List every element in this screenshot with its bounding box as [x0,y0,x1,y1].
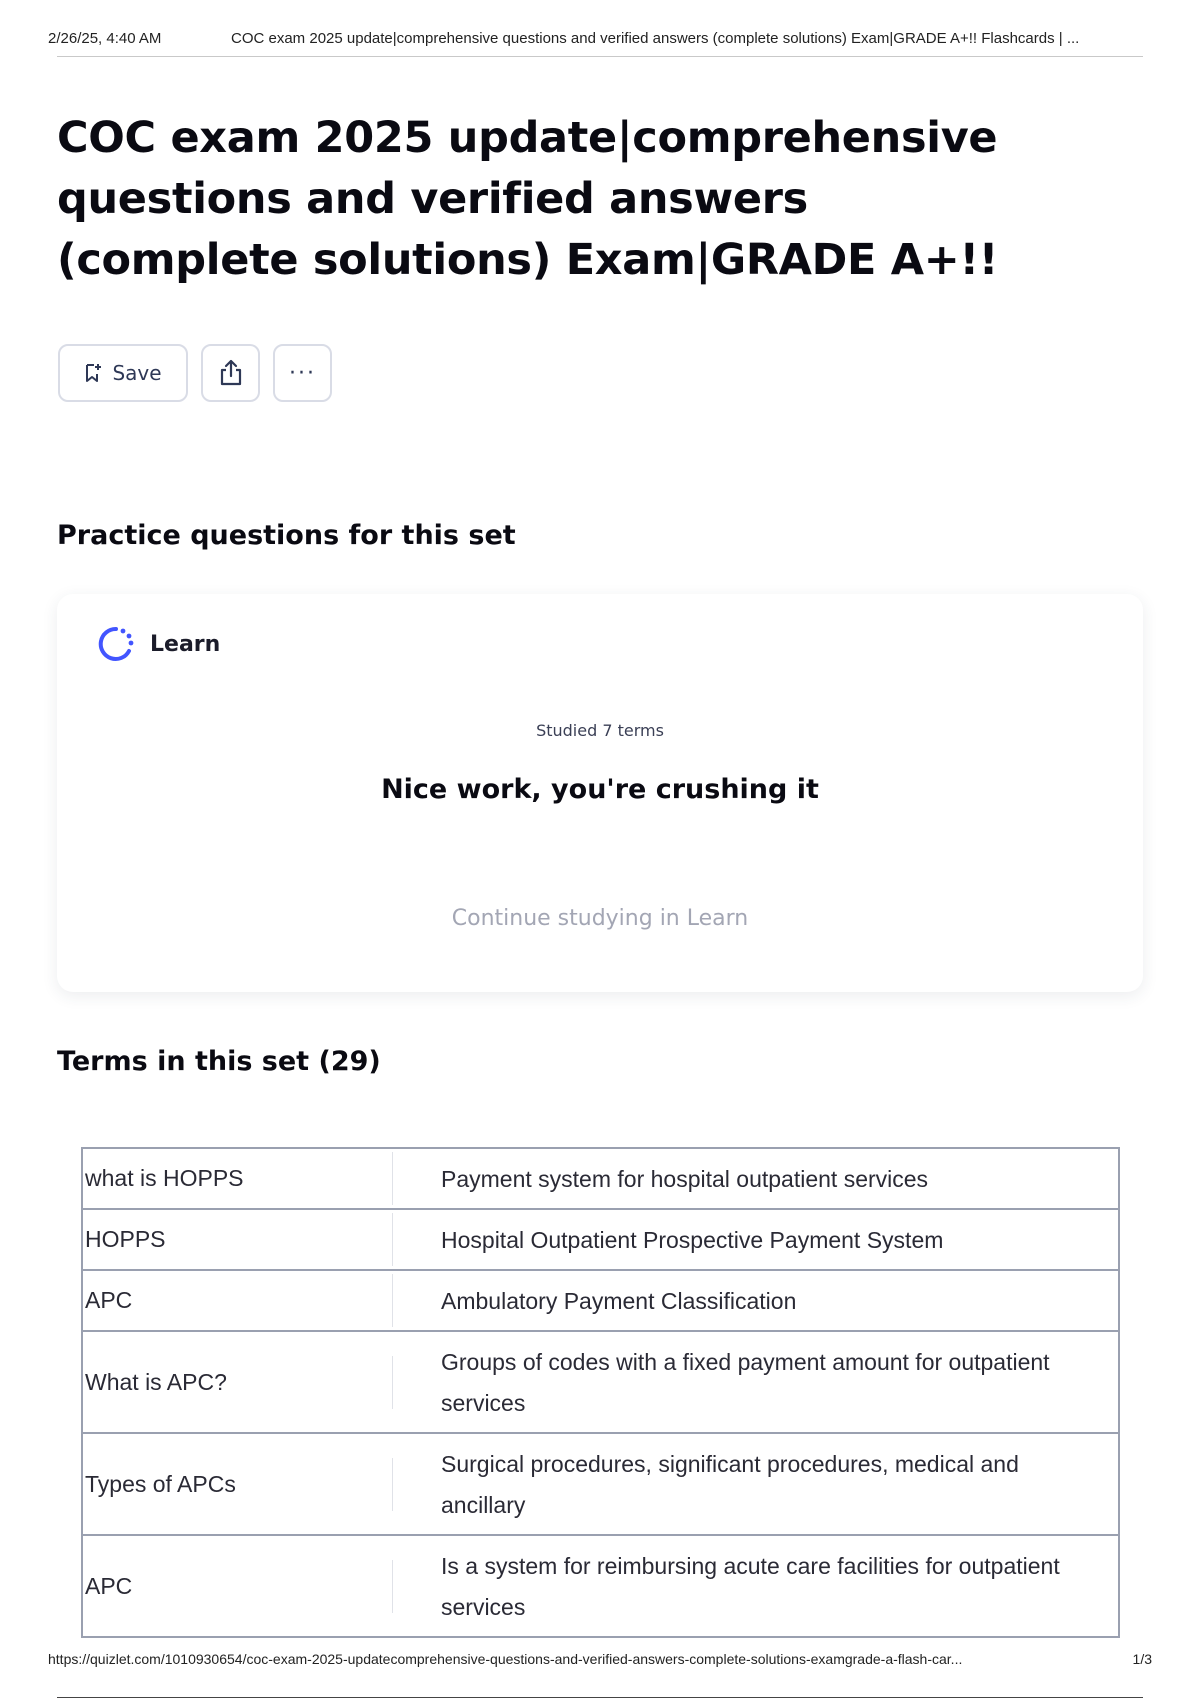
bookmark-plus-icon [84,363,102,383]
definition-cell: Hospital Outpatient Prospective Payment System [393,1209,1119,1270]
print-footer [48,1651,1152,1667]
share-button[interactable] [201,344,260,402]
term-text: what is HOPPS [85,1152,393,1205]
table-row [82,1331,1119,1433]
definition-cell: Payment system for hospital outpatient services [393,1148,1119,1209]
learn-label: Learn [150,631,221,657]
print-header [48,30,1152,47]
terms-table [81,1147,1120,1638]
more-button[interactable] [273,344,332,402]
term-cell [82,1535,393,1637]
table-row [82,1433,1119,1535]
term-text: APC [85,1274,393,1327]
print-date: 2/26/25, 4:40 AM [48,30,162,47]
term-text: APC [85,1560,393,1613]
terms-heading: Terms in this set (29) [57,1046,381,1077]
table-row [82,1209,1119,1270]
learn-icon [96,624,136,664]
term-cell [82,1433,393,1535]
definition-cell: Ambulatory Payment Classification [393,1270,1119,1331]
term-cell [82,1270,393,1331]
page-title: COC exam 2025 update|comprehensive questions and verified answers (complete solutions) Exam|GRADE A+!! [57,113,999,285]
term-cell [82,1209,393,1270]
save-button[interactable] [58,344,188,402]
studied-count: Studied 7 terms [536,721,664,740]
learn-header [96,624,220,664]
term-text: What is APC? [85,1356,393,1409]
print-doc-title: COC exam 2025 update|comprehensive questions and verified answers (complete solutions) Exam|GRADE A+!! Flashcards | ... [231,30,1080,47]
page-number: 1/3 [1132,1651,1152,1667]
print-url: https://quizlet.com/1010930654/coc-exam-2025-updatecomprehensive-questions-and-verified-answers-complete-solutions-examgrade-a-flash-car... [48,1651,963,1667]
term-text: HOPPS [85,1213,393,1266]
table-row [82,1148,1119,1209]
progress-message: Nice work, you're crushing it [381,774,819,805]
definition-cell: Is a system for reimbursing acute care facilities for outpatient services [393,1535,1119,1637]
definition-cell: Groups of codes with a fixed payment amount for outpatient services [393,1331,1119,1433]
table-row [82,1270,1119,1331]
practice-heading: Practice questions for this set [57,520,516,551]
table-row [82,1535,1119,1637]
definition-cell: Surgical procedures, significant procedures, medical and ancillary [393,1433,1119,1535]
save-label: Save [112,361,162,385]
continue-learn-link[interactable]: Continue studying in Learn [451,906,749,931]
footer-divider [57,1697,1143,1698]
term-cell [82,1148,393,1209]
term-text: Types of APCs [85,1458,393,1511]
header-divider [57,56,1143,57]
action-bar [58,344,332,402]
more-icon: ··· [289,360,316,386]
share-icon [218,359,244,387]
learn-card[interactable] [57,594,1143,992]
term-cell [82,1331,393,1433]
